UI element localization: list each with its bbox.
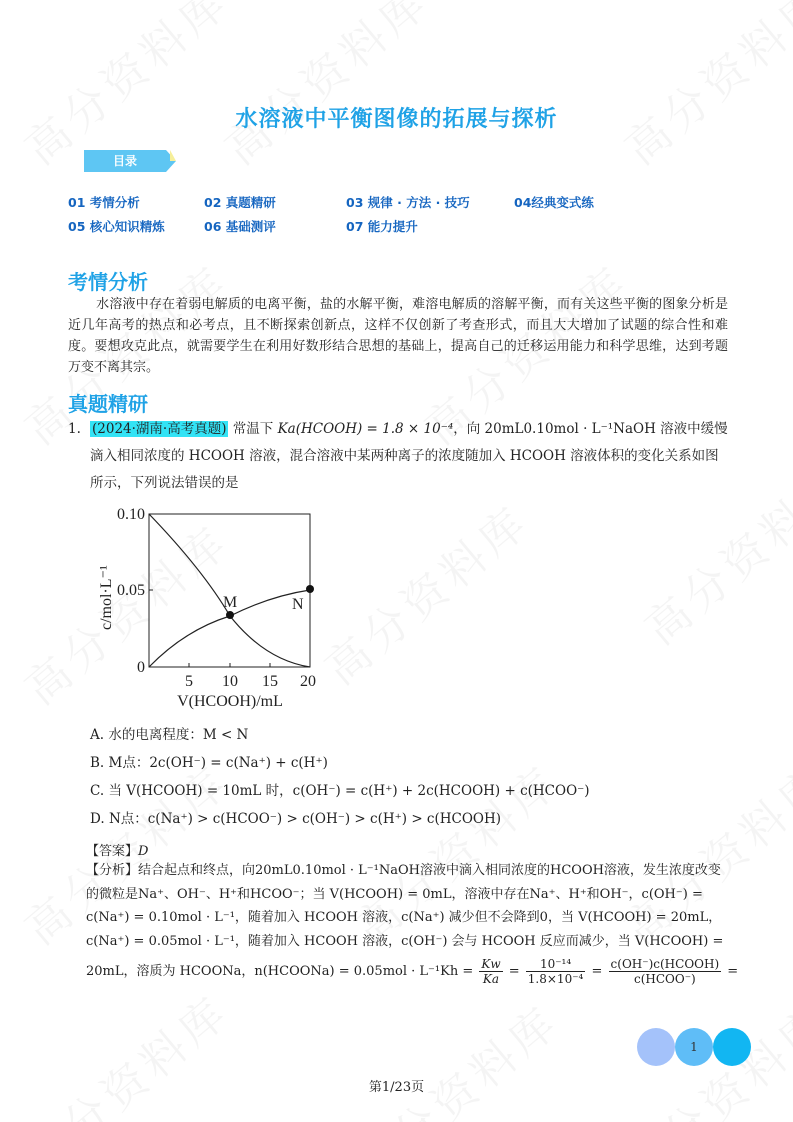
toc-badge [84, 150, 176, 172]
toc-item-06[interactable]: 06 基础测评 [204, 219, 276, 234]
x-tick-10: 10 [222, 673, 238, 690]
analysis-line: c(Na⁺) = 0.05mol · L⁻¹，随着加入 HCOOH 溶液，c(OH⁻) 会与 HCOOH 反应而减少，当 V(HCOOH) = [86, 933, 724, 949]
point-n [306, 585, 314, 593]
question-number: 1. [68, 421, 81, 437]
fraction-concentrations: $\frac{\text{c(OH⁻)c(HCOOH)}}{\text{c(HCOO⁻)}}$ [610, 957, 720, 986]
toc-item-05[interactable]: 05 核心知识精炼 [68, 219, 165, 234]
page-dot-right [713, 1028, 751, 1066]
page-dot-left [637, 1028, 675, 1066]
intro-paragraph: 水溶液中存在着弱电解质的电离平衡，盐的水解平衡，难溶电解质的溶解平衡，而有关这些平衡的图象分析是近几年高考的热点和必考点，且不断探索创新点，这样不仅创新了考查形式，而且大大增加了试题的综合性和难度。要想攻克此点，就需要学生在利用好数形结合思想的基础上，提高自己的迁移运用能力和科学思维，达到考题万变不离其宗。 [68, 297, 728, 375]
fraction-values: $\frac{\text{10⁻¹⁴}}{\text{1.8×10⁻⁴}}$ [527, 957, 584, 986]
x-tick-15: 15 [262, 673, 278, 690]
stem-part1: 常温下 [232, 421, 274, 437]
answer-label: 【答案】 [86, 844, 139, 859]
source-tag: (2024·湖南·高考真题) [92, 421, 227, 437]
page-number-badge: 1 [675, 1028, 713, 1066]
x-tick-5: 5 [185, 673, 193, 690]
concentration-chart [95, 500, 335, 715]
analysis-line-formula: 20mL，溶质为 HCOONa，n(HCOONa) = 0.05mol · L⁻¹Kh = $\frac{Kw}{Ka}$ = $\frac{\text{10⁻¹⁴}}{\text{1.8×10⁻⁴}}$ = $\frac{\text{c(OH⁻)c(HCOOH)}}{\text{c(HCOO⁻)}}$ = [86, 957, 739, 986]
option-d[interactable]: D. N点：c(Na⁺) > c(HCOO⁻) > c(OH⁻) > c(H⁺) > c(HCOOH) [90, 811, 502, 827]
answer-value: D [138, 844, 149, 859]
toc-item-02[interactable]: 02 真题精研 [204, 195, 276, 210]
label-n: N [292, 596, 304, 613]
watermark [609, 0, 793, 177]
x-tick-20: 20 [300, 673, 316, 690]
table-of-contents [68, 193, 748, 241]
point-m [226, 611, 234, 619]
y-axis-label: c/mol·L⁻¹ [98, 565, 115, 630]
section-heading-exam: 真题精研 [68, 392, 148, 416]
x-axis-label: V(HCOOH)/mL [177, 693, 283, 710]
answer-options [90, 724, 650, 836]
section-heading-analysis: 考情分析 [68, 270, 148, 294]
ka-expression: Ka(HCOOH) = 1.8 × 10⁻⁴ [277, 421, 454, 437]
watermark [339, 987, 572, 1122]
document-title: 水溶液中平衡图像的拓展与探析 [235, 107, 558, 132]
analysis-line: 的微粒是Na⁺、OH⁻、H⁺和HCOO⁻；当 V(HCOOH) = 0mL，溶液中存在Na⁺、H⁺和OH⁻，c(OH⁻) = [86, 886, 703, 902]
y-tick-0: 0 [137, 659, 145, 676]
watermark [9, 977, 242, 1122]
chart-svg [95, 500, 335, 715]
label-m: M [223, 594, 238, 611]
option-a[interactable]: A. 水的电离程度：M < N [90, 727, 249, 743]
option-c[interactable]: C. 当 V(HCOOH) = 10mL 时，c(OH⁻) = c(H⁺) + 2c(HCOOH) + c(HCOO⁻) [90, 783, 590, 799]
stem-part2: ，向 20mL0.10mol · L⁻¹NaOH 溶液中缓慢滴入相同浓度的 HCOOH 溶液，混合溶液中某两种离子的浓度随加入 HCOOH 溶液体积的变化关系如图所示，下列说法错误的是 [90, 421, 728, 491]
fraction-kw-ka: $\frac{Kw}{Ka}$ [481, 957, 501, 986]
option-b[interactable]: B. M点：2c(OH⁻) = c(Na⁺) + c(H⁺) [90, 755, 328, 771]
toc-item-04[interactable]: 04经典变式练 [514, 195, 594, 210]
watermark [309, 487, 542, 697]
watermark [209, 0, 442, 177]
toc-badge-label: 目录 [112, 154, 137, 168]
toc-item-07[interactable]: 07 能力提升 [346, 219, 418, 234]
toc-badge-accent [170, 150, 176, 161]
y-tick-005: 0.05 [117, 582, 145, 599]
question-1 [68, 416, 730, 497]
toc-item-03[interactable]: 03 规律 · 方法 · 技巧 [346, 195, 470, 210]
analysis-block [86, 859, 739, 986]
analysis-line: c(Na⁺) = 0.10mol · L⁻¹，随着加入 HCOOH 溶液，c(Na⁺) 减少但不会降到0，当 V(HCOOH) = 20mL， [86, 910, 722, 925]
toc-item-01[interactable]: 01 考情分析 [68, 195, 140, 210]
page-footer: 第1/23页 [368, 1080, 425, 1095]
y-tick-010: 0.10 [117, 506, 145, 523]
analysis-line: 【分析】结合起点和终点，向20mL0.10mol · L⁻¹NaOH溶液中滴入相同浓度的HCOOH溶液，发生浓度改变 [86, 863, 721, 878]
page-indicator [637, 1028, 755, 1066]
